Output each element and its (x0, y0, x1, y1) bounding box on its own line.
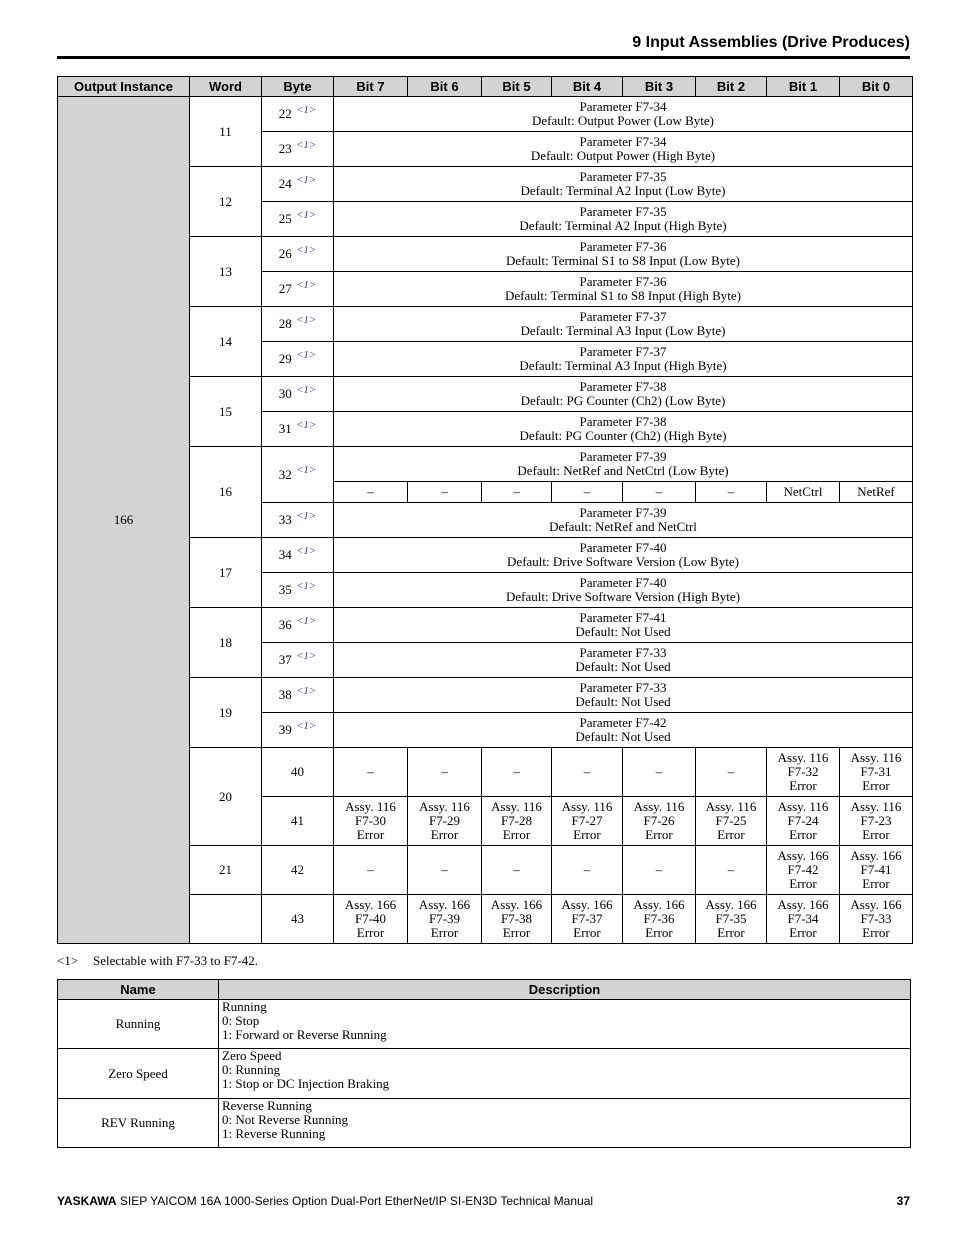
output-instance-cell: 166 (58, 97, 190, 944)
table-row (58, 1000, 911, 1049)
param-cell: Parameter F7-34 Default: Output Power (Low Byte) (334, 97, 913, 132)
bit-cell: Assy. 166 F7-39 Error (408, 895, 482, 944)
param-cell: Parameter F7-36 Default: Terminal S1 to S8 Input (High Byte) (334, 272, 913, 307)
bit-cell: Assy. 116 F7-25 Error (696, 797, 767, 846)
section-title: 9 Input Assemblies (Drive Produces) (632, 34, 910, 51)
bit-cell: Assy. 116 F7-24 Error (767, 797, 840, 846)
brand-name: YASKAWA (57, 1194, 117, 1208)
word-cell: 17 (190, 538, 262, 608)
footnote-ref: <1> (295, 579, 317, 592)
col-header: Byte (262, 77, 334, 97)
bit-cell: – (696, 748, 767, 797)
byte-cell: 36 $^{<1>}$ (262, 608, 334, 643)
byte-cell: 24 $^{<1>}$ (262, 167, 334, 202)
footnote-ref: <1> (295, 544, 317, 557)
bit-cell: – (696, 846, 767, 895)
bit-cell: Assy. 166 F7-38 Error (482, 895, 552, 944)
bit-cell: Assy. 116 F7-23 Error (840, 797, 913, 846)
col-header: Name (58, 980, 219, 1000)
description-table (57, 979, 911, 1148)
input-assembly-table (57, 76, 913, 944)
col-header: Bit 6 (408, 77, 482, 97)
param-cell: Parameter F7-37 Default: Terminal A3 Input (High Byte) (334, 342, 913, 377)
name-cell: Running (58, 1000, 219, 1049)
byte-cell: 43 (262, 895, 334, 944)
footnote-ref: <1> (295, 313, 317, 326)
footnote (57, 953, 258, 969)
word-cell: 16 (190, 447, 262, 538)
byte-cell: 27 $^{<1>}$ (262, 272, 334, 307)
param-cell: Parameter F7-40 Default: Drive Software Version (Low Byte) (334, 538, 913, 573)
byte-cell: 41 (262, 797, 334, 846)
word-cell: 19 (190, 678, 262, 748)
bit-cell: – (408, 846, 482, 895)
header-row (58, 980, 911, 1000)
footnote-ref: <1> (295, 173, 317, 186)
bit-cell: Assy. 116 F7-32 Error (767, 748, 840, 797)
footnote-mark: <1> (57, 953, 79, 968)
col-header: Bit 2 (696, 77, 767, 97)
byte-cell: 22 $^{<1>}$ (262, 97, 334, 132)
bit-cell: NetCtrl (767, 482, 840, 503)
footnote-ref: <1> (295, 614, 317, 627)
bit-cell: – (482, 748, 552, 797)
bit-cell: – (552, 846, 623, 895)
param-cell: Parameter F7-38 Default: PG Counter (Ch2) (High Byte) (334, 412, 913, 447)
bit-cell: Assy. 116 F7-26 Error (623, 797, 696, 846)
word-cell: 21 (190, 846, 262, 895)
col-header: Bit 1 (767, 77, 840, 97)
param-cell: Parameter F7-33 Default: Not Used (334, 643, 913, 678)
byte-cell: 23 $^{<1>}$ (262, 132, 334, 167)
bit-cell: NetRef (840, 482, 913, 503)
bit-cell: – (552, 482, 623, 503)
description-cell: Reverse Running 0: Not Reverse Running 1: Reverse Running (219, 1099, 911, 1148)
bit-cell: Assy. 116 F7-27 Error (552, 797, 623, 846)
byte-cell: 42 (262, 846, 334, 895)
footnote-ref: <1> (295, 509, 317, 522)
param-cell: Parameter F7-34 Default: Output Power (High Byte) (334, 132, 913, 167)
param-cell: Parameter F7-40 Default: Drive Software Version (High Byte) (334, 573, 913, 608)
table-row (58, 97, 913, 132)
bit-cell: – (408, 482, 482, 503)
col-header: Word (190, 77, 262, 97)
footnote-ref: <1> (295, 684, 317, 697)
footnote-ref: <1> (295, 243, 317, 256)
name-cell: REV Running (58, 1099, 219, 1148)
bit-cell: Assy. 166 F7-41 Error (840, 846, 913, 895)
byte-cell: 39 $^{<1>}$ (262, 713, 334, 748)
table-row (58, 1049, 911, 1099)
byte-cell: 37 $^{<1>}$ (262, 643, 334, 678)
col-header: Bit 4 (552, 77, 623, 97)
byte-cell: 30 $^{<1>}$ (262, 377, 334, 412)
footnote-ref: <1> (295, 278, 317, 291)
byte-cell: 25 $^{<1>}$ (262, 202, 334, 237)
byte-cell: 31 $^{<1>}$ (262, 412, 334, 447)
bit-cell: – (623, 748, 696, 797)
param-cell: Parameter F7-39 Default: NetRef and NetCtrl (Low Byte) (334, 447, 913, 482)
param-cell: Parameter F7-42 Default: Not Used (334, 713, 913, 748)
bit-cell: Assy. 116 F7-30 Error (334, 797, 408, 846)
bit-cell: Assy. 166 F7-42 Error (767, 846, 840, 895)
word-cell (190, 895, 262, 944)
byte-cell: 28 $^{<1>}$ (262, 307, 334, 342)
footnote-text: Selectable with F7-33 to F7-42. (93, 953, 259, 968)
bit-cell: – (334, 846, 408, 895)
bit-cell: – (334, 482, 408, 503)
page-footer (57, 1194, 910, 1208)
bit-cell: – (482, 482, 552, 503)
word-cell: 18 (190, 608, 262, 678)
word-cell: 12 (190, 167, 262, 237)
footnote-ref: <1> (295, 464, 317, 477)
bit-cell: – (552, 748, 623, 797)
byte-cell: 29 $^{<1>}$ (262, 342, 334, 377)
byte-cell: 34 $^{<1>}$ (262, 538, 334, 573)
col-header: Bit 5 (482, 77, 552, 97)
col-header: Bit 0 (840, 77, 913, 97)
bit-cell: Assy. 116 F7-29 Error (408, 797, 482, 846)
col-header: Bit 7 (334, 77, 408, 97)
param-cell: Parameter F7-39 Default: NetRef and NetCtrl (334, 503, 913, 538)
footnote-ref: <1> (295, 348, 317, 361)
word-cell: 11 (190, 97, 262, 167)
param-cell: Parameter F7-33 Default: Not Used (334, 678, 913, 713)
description-cell: Zero Speed 0: Running 1: Stop or DC Injection Braking (219, 1049, 911, 1099)
word-cell: 13 (190, 237, 262, 307)
byte-cell: 40 (262, 748, 334, 797)
footnote-ref: <1> (295, 138, 317, 151)
header-row (58, 77, 913, 97)
byte-cell: 38 $^{<1>}$ (262, 678, 334, 713)
footnote-ref: <1> (295, 383, 317, 396)
bit-cell: Assy. 166 F7-35 Error (696, 895, 767, 944)
footnote-ref: <1> (295, 103, 317, 116)
param-cell: Parameter F7-35 Default: Terminal A2 Input (Low Byte) (334, 167, 913, 202)
byte-cell: 26 $^{<1>}$ (262, 237, 334, 272)
bit-cell: Assy. 166 F7-33 Error (840, 895, 913, 944)
manual-title: SIEP YAICOM 16A 1000-Series Option Dual-Port EtherNet/IP SI-EN3D Technical Manual (116, 1194, 594, 1208)
byte-cell: 33 $^{<1>}$ (262, 503, 334, 538)
bit-cell: Assy. 116 F7-28 Error (482, 797, 552, 846)
param-cell: Parameter F7-36 Default: Terminal S1 to S8 Input (Low Byte) (334, 237, 913, 272)
footnote-ref: <1> (295, 418, 317, 431)
word-cell: 15 (190, 377, 262, 447)
col-header: Output Instance (58, 77, 190, 97)
footnote-ref: <1> (295, 208, 317, 221)
param-cell: Parameter F7-35 Default: Terminal A2 Input (High Byte) (334, 202, 913, 237)
param-cell: Parameter F7-37 Default: Terminal A3 Input (Low Byte) (334, 307, 913, 342)
word-cell: 14 (190, 307, 262, 377)
bit-cell: – (623, 482, 696, 503)
col-header: Bit 3 (623, 77, 696, 97)
footnote-ref: <1> (295, 649, 317, 662)
col-header: Description (219, 980, 911, 1000)
bit-cell: Assy. 166 F7-36 Error (623, 895, 696, 944)
footnote-ref: <1> (295, 719, 317, 732)
page-header (57, 30, 910, 59)
param-cell: Parameter F7-41 Default: Not Used (334, 608, 913, 643)
byte-cell: 35 $^{<1>}$ (262, 573, 334, 608)
bit-cell: – (623, 846, 696, 895)
bit-cell: – (334, 748, 408, 797)
byte-cell: 32 $^{<1>}$ (262, 447, 334, 503)
word-cell: 20 (190, 748, 262, 846)
name-cell: Zero Speed (58, 1049, 219, 1099)
table-row (58, 1099, 911, 1148)
page-number: 37 (896, 1194, 910, 1208)
bit-cell: Assy. 166 F7-37 Error (552, 895, 623, 944)
bit-cell: Assy. 116 F7-31 Error (840, 748, 913, 797)
param-cell: Parameter F7-38 Default: PG Counter (Ch2) (Low Byte) (334, 377, 913, 412)
bit-cell: Assy. 166 F7-40 Error (334, 895, 408, 944)
bit-cell: Assy. 166 F7-34 Error (767, 895, 840, 944)
bit-cell: – (696, 482, 767, 503)
bit-cell: – (408, 748, 482, 797)
description-cell: Running 0: Stop 1: Forward or Reverse Running (219, 1000, 911, 1049)
bit-cell: – (482, 846, 552, 895)
